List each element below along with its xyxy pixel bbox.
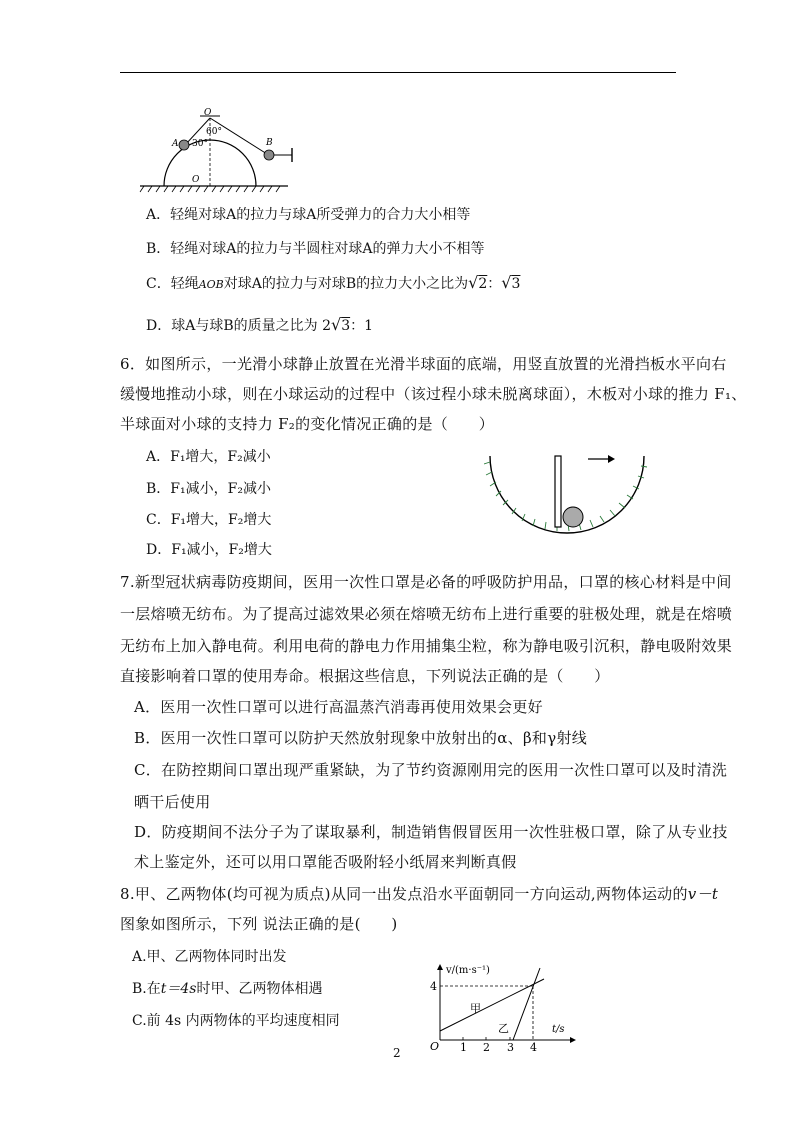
q5-c-root2: 3 bbox=[511, 276, 521, 292]
q7-option-d-line-2: 术上鉴定外，还可以用口罩能否吸附轻小纸屑来判断真假 bbox=[134, 853, 517, 871]
q5-option-c: C．轻绳AOB对球A的拉力与对球B的拉力大小之比为√2：√3 bbox=[146, 273, 521, 292]
q6-option-b: B．F₁减小，F₂减小 bbox=[146, 481, 271, 497]
q8-graph-jia: 甲 bbox=[470, 1002, 481, 1015]
q5-option-b: B．轻绳对球A的拉力与半圆柱对球A的弹力大小不相等 bbox=[146, 241, 485, 257]
q8-graph-y4: 4 bbox=[430, 980, 437, 993]
q8-vt-graph bbox=[430, 962, 576, 1052]
q7-line-2: 一层熔喷无纺布。为了提高过滤效果必须在熔喷无纺布上进行重要的驻极处理，就是在熔喷 bbox=[120, 605, 733, 623]
q8-graph-xlabel: t/s bbox=[552, 1024, 565, 1035]
q8-graph-x1: 1 bbox=[460, 1041, 467, 1052]
q8-graph-ylabel: v/(m·s⁻¹) bbox=[446, 965, 490, 976]
q5-angle-30: 30° bbox=[192, 139, 208, 149]
q7-option-c-line-1: C．在防控期间口罩出现严重紧缺，为了节约资源刚用完的医用一次性口罩可以及时清洗 bbox=[134, 761, 728, 779]
q8-line-2: 图象如图所示，下列 说法正确的是( ) bbox=[120, 915, 398, 933]
q7-line-3: 无纺布上加入静电荷。利用电荷的静电力作用捕集尘粒，称为静电吸引沉积，静电吸附效果 bbox=[120, 637, 733, 655]
q7-option-b: B．医用一次性口罩可以防护天然放射现象中放射出的α、β和γ射线 bbox=[134, 729, 588, 747]
q8-graph-origin: O bbox=[430, 1040, 440, 1052]
q6-option-c: C．F₁增大，F₂增大 bbox=[146, 512, 272, 528]
q8-vt: v－t bbox=[687, 885, 719, 903]
q7-line-4: 直接影响着口罩的使用寿命。根据这些信息，下列说法正确的是（ ） bbox=[120, 667, 610, 685]
q6-line-1: 6．如图所示，一光滑小球静止放置在光滑半球面的底端，用竖直放置的光滑挡板水平向右 bbox=[120, 355, 727, 373]
q8-line-1-text: 8.甲、乙两物体(均可视为质点)从同一出发点沿水平面朝同一方向运动,两物体运动的 bbox=[120, 885, 688, 903]
q8-line-1 bbox=[120, 884, 718, 904]
header-rule bbox=[120, 72, 676, 73]
q5-figure bbox=[136, 104, 306, 194]
q8-option-a: A.甲、乙两物体同时出发 bbox=[132, 949, 287, 965]
q8-b-pre: B.在 bbox=[132, 981, 161, 997]
q7-option-c-line-2: 晒干后使用 bbox=[134, 793, 211, 811]
q8-graph-x3: 3 bbox=[507, 1041, 514, 1052]
q8-b-t: t＝4s bbox=[160, 981, 197, 997]
q5-c-mid: 对球A的拉力与对球B的拉力大小之比为 bbox=[223, 276, 469, 292]
q8-option-b bbox=[132, 980, 322, 998]
page-number: 2 bbox=[393, 1046, 401, 1060]
q7-line-1: 7.新型冠状病毒防疫期间，医用一次性口罩是必备的呼吸防护用品，口罩的核心材料是中间 bbox=[120, 573, 732, 591]
q7-option-a: A．医用一次性口罩可以进行高温蒸汽消毒再使用效果会更好 bbox=[134, 698, 543, 716]
q8-graph-x2: 2 bbox=[483, 1041, 490, 1052]
q8-graph-yi: 乙 bbox=[498, 1022, 509, 1035]
q6-figure bbox=[484, 450, 650, 538]
q8-option-c: C.前 4s 内两物体的平均速度相同 bbox=[132, 1013, 340, 1029]
q5-c-pre: C．轻绳 bbox=[146, 276, 199, 292]
q5-d-root: 3 bbox=[341, 318, 351, 334]
q6-line-2: 缓慢地推动小球，则在小球运动的过程中（该过程小球未脱离球面），木板对小球的推力 F₁、 bbox=[120, 385, 747, 403]
q5-c-colon: ： bbox=[487, 276, 502, 292]
q5-angle-60: 60° bbox=[206, 127, 222, 137]
q6-option-a: A．F₁增大，F₂减小 bbox=[146, 449, 271, 465]
q5-c-aob: AOB bbox=[198, 278, 224, 291]
q5-label-b: B bbox=[266, 138, 273, 148]
q6-line-3: 半球面对小球的支持力 F₂的变化情况正确的是（ ） bbox=[120, 415, 494, 433]
q5-option-a: A．轻绳对球A的拉力与球A所受弹力的合力大小相等 bbox=[146, 207, 471, 223]
q5-d-pre: D．球A与球B的质量之比为 2 bbox=[146, 318, 331, 334]
q5-c-root1: 2 bbox=[478, 276, 488, 292]
q5-d-post: ：1 bbox=[350, 318, 374, 334]
q6-option-d: D．F₁减小，F₂增大 bbox=[146, 542, 272, 558]
q5-label-o-center: O bbox=[192, 175, 200, 185]
q5-label-a: A bbox=[172, 139, 179, 149]
q8-graph-x4: 4 bbox=[530, 1041, 537, 1052]
q5-option-d: D．球A与球B的质量之比为 2√3：1 bbox=[146, 315, 374, 334]
q8-b-post: 时甲、乙两物体相遇 bbox=[196, 981, 323, 997]
q5-label-o-top: O bbox=[204, 108, 212, 118]
q7-option-d-line-1: D．防疫期间不法分子为了谋取暴利，制造销售假冒医用一次性驻极口罩，除了从专业技 bbox=[134, 823, 728, 841]
